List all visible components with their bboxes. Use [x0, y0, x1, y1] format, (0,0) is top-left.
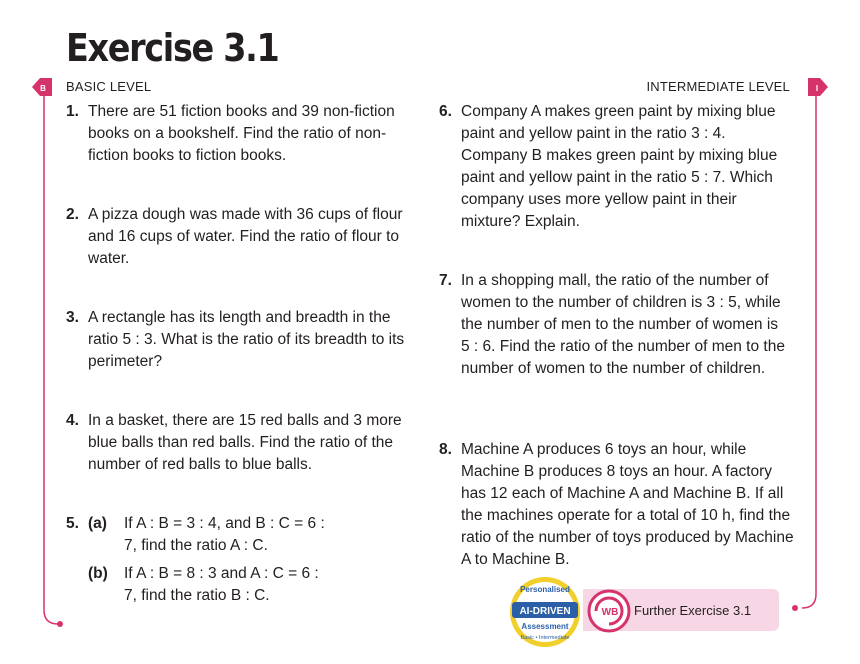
question-text: Machine A produces 6 toys an hour, while Machine B produces 8 toys an hour. A factory has 12 each of Machine A and Machine B. If all the machines operate for a total of 10 h, find the ratio of the number of toys produced by Machine A to Machine B.	[461, 441, 794, 568]
subquestion-label: (b)	[88, 565, 108, 582]
question-5a	[88, 513, 328, 557]
question-number: 2.	[66, 206, 79, 223]
question-number: 6.	[439, 103, 452, 120]
question-text: A pizza dough was made with 36 cups of flour and 16 cups of water. Find the ratio of flour to water.	[88, 206, 403, 267]
ai-driven-assessment-badge-icon[interactable]	[508, 575, 582, 649]
ai-badge-line2: AI-DRIVEN	[519, 606, 571, 617]
question-8	[439, 439, 799, 571]
workbook-icon-label: WB	[601, 607, 619, 618]
basic-tab-letter: B	[40, 84, 46, 93]
question-text: In a basket, there are 15 red balls and 3 more blue balls than red balls. Find the ratio of the number of red balls to blue balls.	[88, 412, 402, 473]
subquestion-label: (a)	[88, 515, 107, 532]
question-5b	[88, 563, 328, 607]
question-number: 3.	[66, 309, 79, 326]
subquestion-text: If A : B = 3 : 4, and B : C = 6 : 7, find the ratio A : C.	[124, 515, 325, 554]
question-text: There are 51 fiction books and 39 non-fiction books on a bookshelf. Find the ratio of non-fiction books to fiction books.	[88, 103, 395, 164]
further-exercise-label[interactable]: Further Exercise 3.1	[634, 603, 752, 618]
page-title: Exercise 3.1	[66, 26, 279, 70]
basic-level-heading: BASIC LEVEL	[66, 79, 152, 94]
ai-badge-line1: Personalised	[520, 585, 570, 594]
question-text: Company A makes green paint by mixing blue paint and yellow paint in the ratio 3 : 4. Company B makes green paint by mixing blue paint and yellow paint in the ratio 5 : 7. Which company uses more yellow paint in their mixture? Explain.	[461, 103, 778, 230]
question-1	[66, 101, 420, 167]
question-3	[66, 307, 418, 373]
question-4	[66, 410, 418, 476]
ai-badge-line3: Assessment	[521, 622, 569, 631]
question-text: A rectangle has its length and breadth in the ratio 5 : 3. What is the ratio of its breadth to its perimeter?	[88, 309, 405, 370]
intermediate-tab-letter: I	[815, 84, 819, 93]
intermediate-level-heading: INTERMEDIATE LEVEL	[646, 79, 790, 94]
question-6	[439, 101, 793, 233]
question-number: 7.	[439, 272, 452, 289]
question-text: In a shopping mall, the ratio of the number of women to the number of children is 3 : 5, while the number of men to the number of women is 5 : 6. Find the ratio of the number of men to the number of women to the number of children.	[461, 272, 785, 377]
ai-badge-line4: Basic • Intermediate	[520, 635, 570, 641]
question-number: 8.	[439, 441, 452, 458]
question-number: 4.	[66, 412, 79, 429]
workbook-icon[interactable]	[587, 589, 631, 633]
question-2	[66, 204, 406, 270]
question-7	[439, 270, 789, 380]
question-number: 1.	[66, 103, 79, 120]
subquestion-text: If A : B = 8 : 3 and A : C = 6 : 7, find the ratio B : C.	[124, 565, 319, 604]
question-number: 5.	[66, 515, 79, 532]
